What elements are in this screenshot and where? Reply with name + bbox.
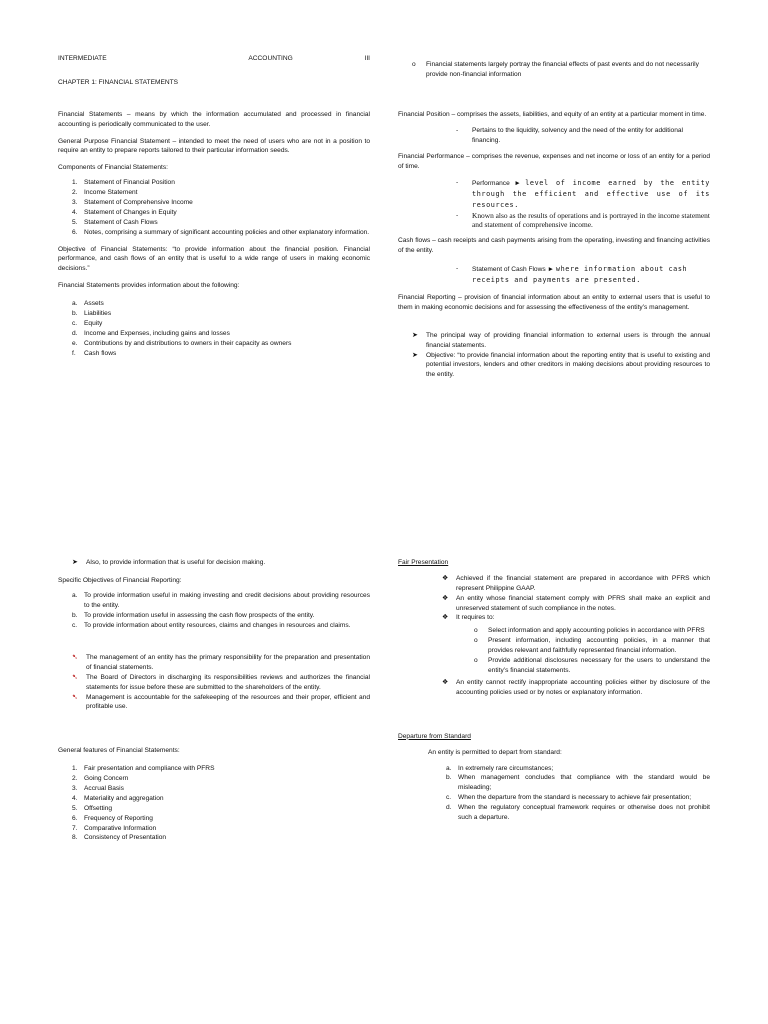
list-item: c. When the departure from the standard is necessary to achieve fair presentation; — [446, 794, 692, 802]
list-item: 3. Statement of Comprehensive Income — [72, 199, 193, 207]
list-item: ❖ It requires to: — [442, 613, 710, 624]
list-item: b. To provide information useful in assessing the cash flow prospects of the entity. — [72, 612, 315, 620]
list-item: a. To provide information useful in making investing and credit decisions about providing resources to the entity. — [72, 592, 370, 610]
cash-flows: Cash flows – cash receipts and cash payments arising from the operating, investing and financing activities of the entity. — [398, 237, 710, 255]
diamond-bullet-icon: ❖ — [442, 679, 449, 687]
header-left: INTERMEDIATE — [58, 55, 107, 62]
fair-presentation-heading: Fair Presentation — [398, 559, 449, 566]
list-item: 5. Offsetting — [72, 804, 113, 812]
list-item: 6. Frequency of Reporting — [72, 814, 153, 822]
provides-heading: Financial Statements provides information about the following: — [58, 282, 240, 290]
pin-bullet-icon: ➷ — [72, 693, 78, 701]
list-item: 5. Statement of Cash Flows — [72, 218, 158, 226]
list-item: 4. Materiality and aggregation — [72, 794, 164, 802]
list-item: 8. Consistency of Presentation — [72, 834, 167, 842]
requires-list — [474, 626, 710, 676]
header-right: III — [364, 55, 370, 62]
list-item: e. Contributions by and distributions to owners in their capacity as owners — [72, 339, 292, 347]
list-item: - Statement of Cash Flows ► where information about cash receipts and payments are presented. — [456, 265, 688, 285]
gpfs-definition: General Purpose Financial Statement – intended to meet the need of users who are not in a position to require an entity to prepare reports tailored to their particular information seeds. — [58, 137, 370, 155]
list-item: o Present information, including accounting policies, in a manner that provides relevant and faithfully represented financial information. — [474, 637, 710, 655]
list-item: d. When the regulatory conceptual framework requires or otherwise does not prohibit such a departure. — [446, 804, 710, 822]
list-item: ➤ The principal way of providing financial information to external users is through the annual financial statements. — [412, 331, 710, 349]
fin-position: Financial Position – comprises the assets, liabilities, and equity of an entity at a particular moment in time. — [398, 110, 707, 118]
list-item: 7. Comparative Information — [72, 824, 157, 832]
left-column-top — [58, 54, 370, 358]
diamond-bullet-icon: ❖ — [442, 614, 449, 622]
fs-objective: Objective of Financial Statements: “to provide information about the financial position. Financial performance, and cash flows of an entity that is useful to a wide range of users in making economic decisions.” — [58, 245, 370, 273]
circle-bullet-icon: o — [474, 657, 478, 665]
list-item: 2. Going Concern — [72, 775, 129, 783]
list-item: ➷ Management is accountable for the safekeeping of the resources and their proper, efficient and profitable use. — [72, 693, 370, 711]
list-item: ❖ An entity whose financial statement comply with PFRS shall make an explicit and unreserved statement of such compliance in the notes. — [442, 594, 710, 612]
header-middle: ACCOUNTING — [248, 55, 293, 62]
fs-definition: Financial Statements – means by which the information accumulated and processed in financial accounting is periodically communicated to the user. — [58, 110, 370, 128]
list-item: a. Assets — [72, 300, 104, 308]
left-column-bottom — [58, 558, 370, 843]
components-list — [72, 178, 370, 237]
list-item: - Pertains to the liquidity, solvency and the need of the entity for additional financing. — [456, 126, 684, 144]
fin-position-list — [456, 126, 710, 146]
list-item: ❖ Achieved if the financial statement are prepared in accordance with PFRS which represent Philippine GAAP. — [442, 574, 710, 592]
right-column-bottom — [398, 558, 710, 823]
list-item: 3. Accrual Basis — [72, 784, 124, 792]
fair-presentation-list — [442, 574, 710, 624]
fair-presentation-list-2 — [442, 678, 710, 698]
management-list — [72, 653, 370, 712]
also-arrow-list — [72, 558, 370, 569]
list-item: 4. Statement of Changes in Equity — [72, 208, 177, 216]
list-item: c. To provide information about entity resources, claims and changes in resources and claims. — [72, 622, 351, 630]
list-item: 6. Notes, comprising a summary of significant accounting policies and other explanatory information. — [72, 228, 370, 236]
reporting-arrow-list — [412, 331, 710, 380]
diamond-bullet-icon: ❖ — [442, 574, 449, 582]
circle-bullet-icon: o — [474, 637, 478, 645]
features-heading: General features of Financial Statements: — [58, 747, 180, 755]
diamond-bullet-icon: ❖ — [442, 594, 449, 602]
departure-heading: Departure from Standard — [398, 732, 471, 740]
list-item: d. Income and Expenses, including gains and losses — [72, 329, 230, 337]
cash-flows-list — [456, 264, 710, 286]
pin-bullet-icon: ➷ — [72, 673, 78, 681]
list-item: ➷ The Board of Directors in discharging its responsibilities reviews and authorizes the financial statements for issue before these are submitted to the shareholders of the entity. — [72, 673, 370, 691]
circle-list — [412, 60, 710, 80]
list-item: ❖ An entity cannot rectify inappropriate accounting policies either by disclosure of the accounting policies used or by notes or explanatory information. — [442, 679, 710, 696]
features-list — [72, 764, 370, 843]
list-item: o Select information and apply accounting policies in accordance with PFRS — [474, 626, 705, 634]
arrow-bullet-icon: ➤ — [412, 351, 418, 359]
list-item: 2. Income Statement — [72, 189, 138, 197]
departure-intro: An entity is permitted to depart from standard: — [428, 748, 562, 756]
fin-performance: Financial Performance – comprises the revenue, expenses and net income or loss of an entity for a period of time. — [398, 153, 710, 171]
list-item: o Provide additional disclosures necessary for the users to understand the entity’s financial statements. — [474, 657, 710, 675]
course-header — [58, 54, 370, 64]
list-item: a. In extremely rare circumstances; — [446, 764, 554, 772]
performance-list — [456, 178, 710, 229]
chapter-title: CHAPTER 1: FINANCIAL STATEMENTS — [58, 78, 179, 86]
list-item: ➷ The management of an entity has the primary responsibility for the preparation and presentation of financial statements. — [72, 653, 370, 671]
circle-bullet-icon: o — [474, 626, 478, 634]
right-column-top — [398, 56, 710, 380]
arrow-bullet-icon: ➤ — [412, 331, 418, 339]
list-item: - Known also as the results of operations and is portrayed in the income statement and statement of comprehensive income. — [456, 210, 710, 230]
list-item: ➤ Objective: “to provide financial information about the reporting entity that is useful to existing and potential investors, lenders and other creditors in making decisions about providing resources to the entity. — [412, 351, 710, 379]
specific-heading: Specific Objectives of Financial Reporting: — [58, 576, 182, 584]
list-item: b. When management concludes that compliance with the standard would be misleading; — [446, 774, 710, 792]
list-item: b. Liabilities — [72, 310, 112, 318]
fin-reporting: Financial Reporting – provision of financial information about an entity to external users that is useful to them in making economic decisions and for assessing the effectiveness of the entity’s management. — [398, 293, 710, 311]
list-item: - Performance ► level of income earned by the entity through the efficient and effective use of its resources. — [456, 179, 710, 210]
arrow-bullet-icon: ➤ — [72, 559, 78, 566]
list-item: 1. Fair presentation and compliance with PFRS — [72, 765, 215, 773]
departure-list — [446, 764, 710, 823]
components-heading: Components of Financial Statements: — [58, 164, 168, 172]
list-item: o Financial statements largely portray the financial effects of past events and do not necessarily provide non-financial information — [412, 61, 699, 78]
list-item: f. Cash flows — [72, 349, 117, 357]
list-item: ➤ Also, to provide information that is useful for decision making. — [72, 558, 370, 569]
circle-bullet-icon: o — [412, 61, 416, 68]
specific-list — [72, 591, 370, 631]
pin-bullet-icon: ➷ — [72, 653, 78, 661]
list-item: 1. Statement of Financial Position — [72, 179, 175, 187]
provides-list — [72, 299, 370, 358]
list-item: c. Equity — [72, 319, 103, 327]
